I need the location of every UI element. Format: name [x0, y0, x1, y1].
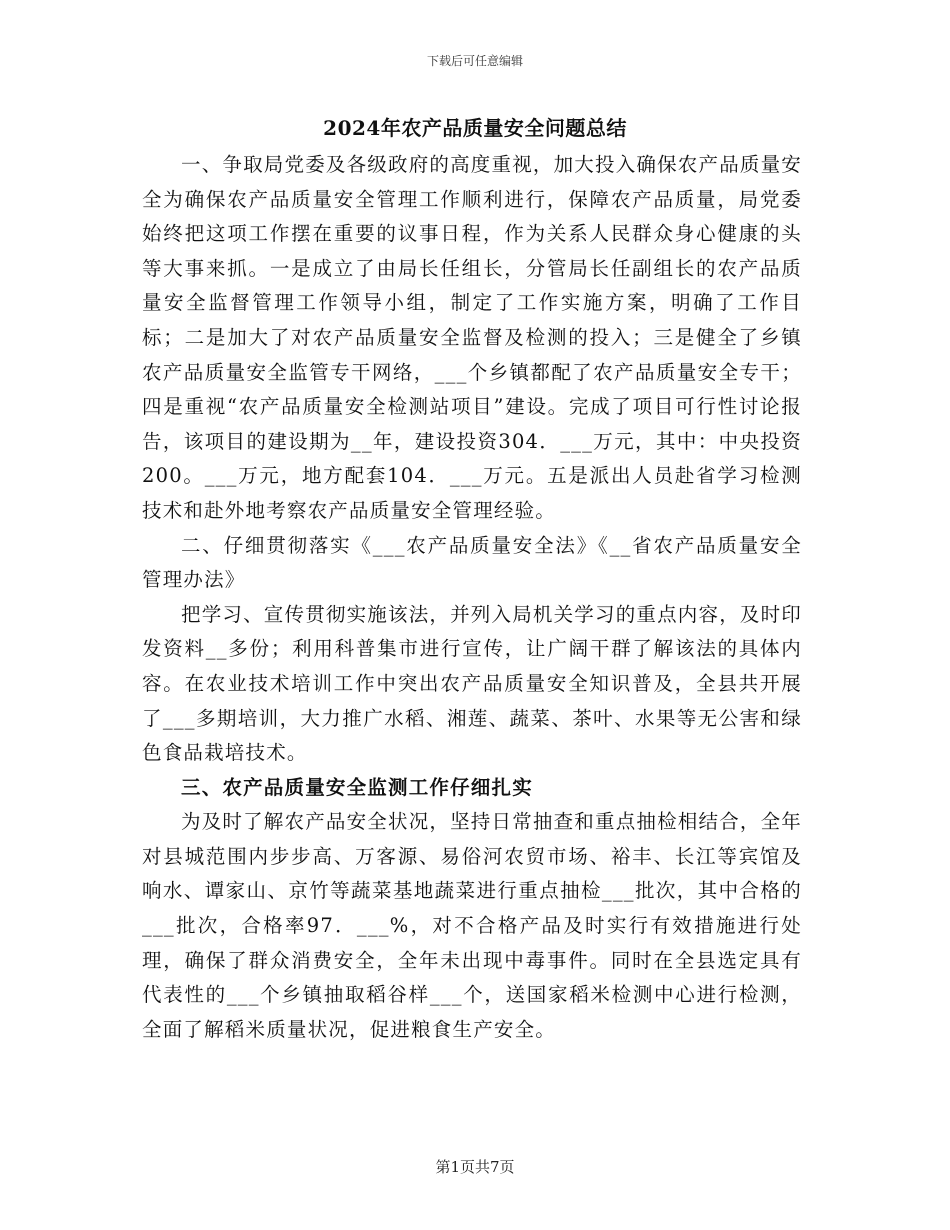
section-heading-3: 三、农产品质量安全监测工作仔细扎实	[181, 775, 533, 799]
paragraph-1: 一、争取局党委及各级政府的高度重视，加大投入确保农产品质量安全为确保农产品质量安全管理工作顺利进行，保障农产品质量，局党委始终把这项工作摆在重要的议事日程，作为关系人民群众身心健康的头等大事来抓。一是成立了由局长任组长，分管局长任副组长的农产品质量安全监督管理工作领导小组，制定了工作实施方案，明确了工作目标；二是加大了对农产品质量安全监督及检测的投入；三是健全了乡镇农产品质量安全监管专干网络，___个乡镇都配了农产品质量安全专干；四是重视“农产品质量安全检测站项目”建设。完成了项目可行性讨论报告，该项目的建设期为__年，建设投资304．___万元，其中：中央投资200。___万元，地方配套104．___万元。五是派出人员赴省学习检测技术和赴外地考察农产品质量安全管理经验。	[142, 153, 803, 522]
paragraph-3: 把学习、宣传贯彻实施该法，并列入局机关学习的重点内容，及时印发资料__多份；利用科普集市进行宣传，让广阔干群了解该法的具体内容。在农业技术培训工作中突出农产品质量安全知识普及，全县共开展了___多期培训，大力推广水稻、湘莲、蔬菜、茶叶、水果等无公害和绿色食品栽培技术。	[142, 602, 803, 765]
page-header: 下载后可任意编辑	[426, 54, 523, 68]
document-body	[142, 148, 802, 1047]
paragraph-5: 为及时了解农产品安全状况，坚持日常抽查和重点抽检相结合，全年对县城范围内步步高、万客源、易俗河农贸市场、裕丰、长江等宾馆及响水、谭家山、京竹等蔬菜基地蔬菜进行重点抽检___批次，其中合格的___批次，合格率97．___%，对不合格产品及时实行有效措施进行处理，确保了群众消费安全，全年未出现中毒事件。同时在全县选定具有代表性的___个乡镇抽取稻谷样___个，送国家稻米检测中心进行检测，全面了解稻米质量状况，促进粮食生产安全。	[142, 810, 803, 1041]
page-number: 第1页共7页	[435, 1158, 515, 1176]
paragraph-2-heading: 二、仔细贯彻落实《___农产品质量安全法》《__省农产品质量安全管理办法》	[142, 533, 802, 592]
document-title: 2024年农产品质量安全问题总结	[323, 116, 627, 140]
